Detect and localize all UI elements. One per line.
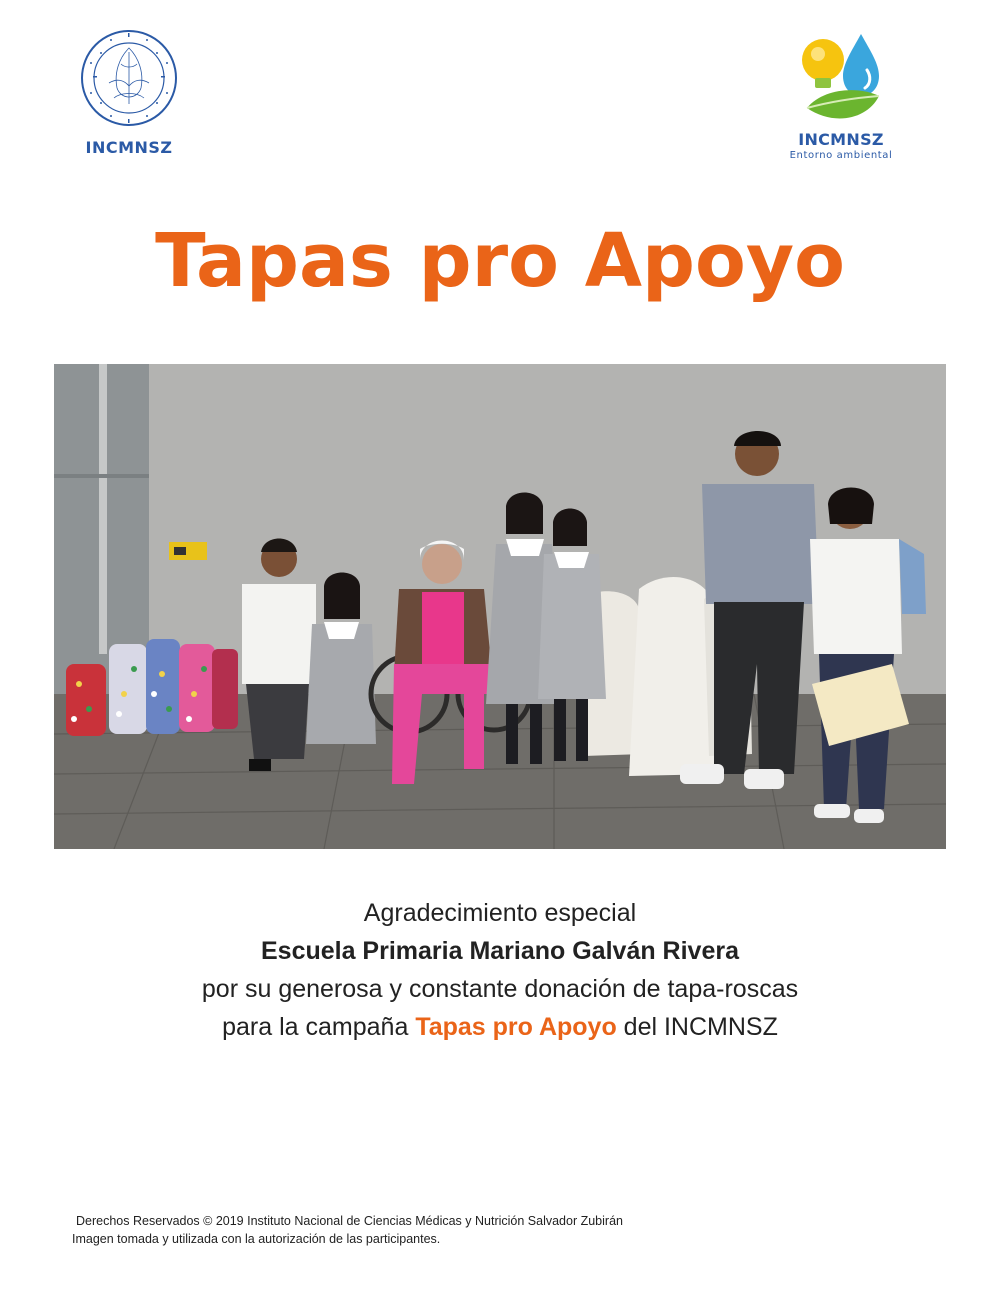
campaign-line-suffix: del INCMNSZ [616, 1013, 778, 1041]
group-photo [54, 364, 946, 849]
group-photo-image [54, 364, 946, 849]
left-logo-label: INCMNSZ [85, 138, 173, 157]
campaign-line-prefix: para la campaña [222, 1013, 416, 1041]
institute-logo [78, 28, 180, 157]
campaign-name: Tapas pro Apoyo [415, 1013, 617, 1041]
page-title: Tapas pro Apoyo [155, 218, 845, 304]
footer [72, 1212, 623, 1248]
school-name: Escuela Primaria Mariano Galván Rivera [260, 937, 739, 965]
copyright-text: Derechos Reservados © 2019 Instituto Nacional de Ciencias Médicas y Nutrición Salvador Zubirán [76, 1214, 623, 1228]
bulb-drop-leaf-icon [793, 30, 889, 130]
environment-logo [786, 30, 896, 161]
photo-authorization-note: Imagen tomada y utilizada con la autorización de las participantes. [72, 1232, 441, 1246]
acknowledgement-block [0, 894, 1000, 1046]
acknowledgement-heading: Agradecimiento especial [363, 899, 637, 927]
institute-seal-icon [79, 28, 179, 128]
campaign-line [0, 1008, 1000, 1046]
right-logo-subtitle: Entorno ambiental [789, 150, 893, 161]
right-logo-label: INCMNSZ [798, 130, 884, 149]
acknowledgement-reason: por su generosa y constante donación de tapa-roscas [201, 975, 799, 1003]
